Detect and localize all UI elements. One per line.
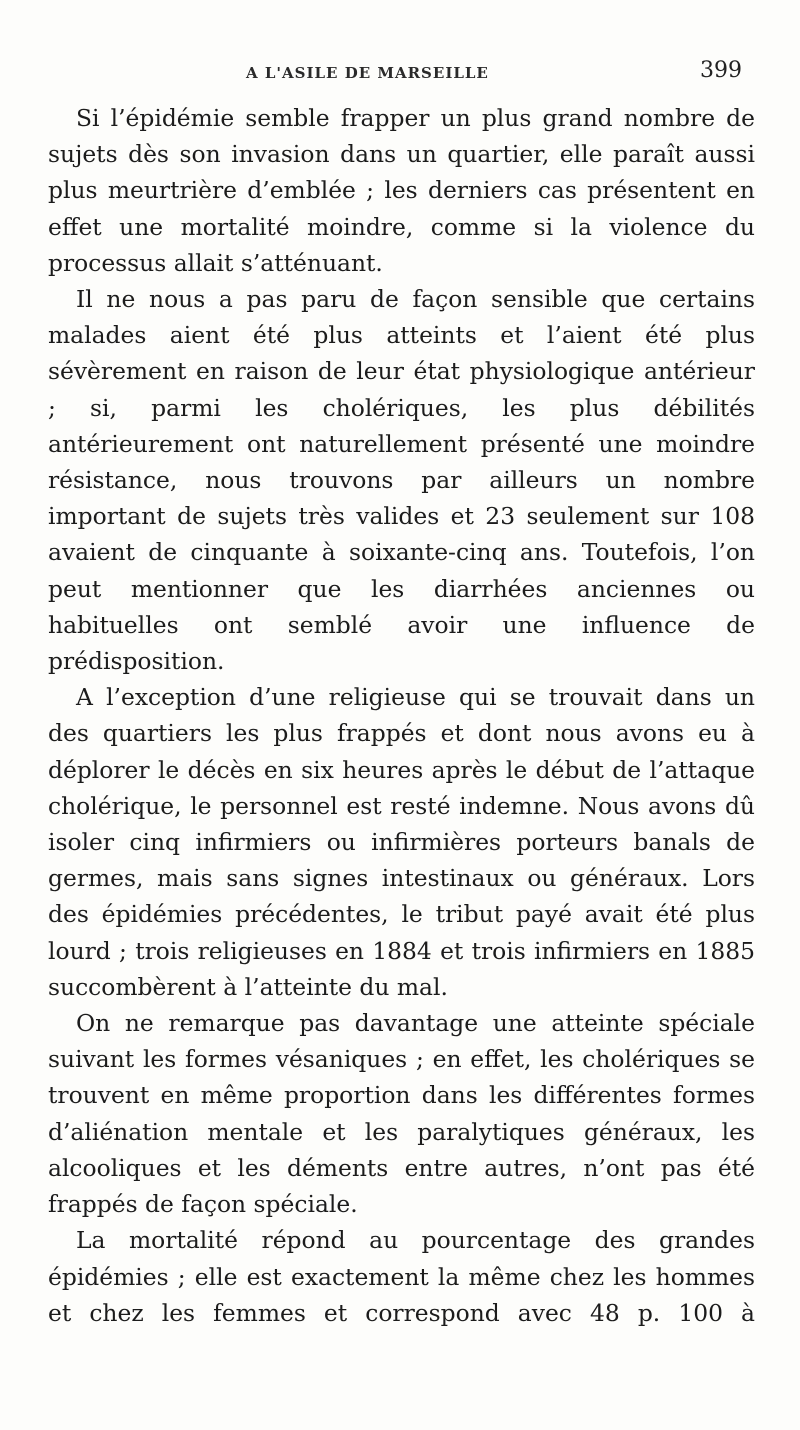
running-title: A L'ASILE DE MARSEILLE xyxy=(246,64,489,82)
paragraph-staff-exception: A l’exception d’une religieuse qui se trouvait dans un des quartiers les plus frappés et dont nous avons eu à déplorer le décès en six heures après le début de l’attaque cholérique, le personnel est resté indemne. Nous avons dû isoler cinq infirmiers ou infirmières porteurs banals de germes, mais sans signes intestinaux ou généraux. Lors des épidémies précédentes, le tribut payé avait été plus lourd ; trois religieuses en 1884 et trois infirmiers en 1885 succombèrent à l’atteinte du mal. xyxy=(48,683,755,1001)
paragraph-mental-forms: On ne remarque pas davantage une atteinte spéciale suivant les formes vésaniques ; en effet, les cholériques se trouvent en même proportion dans les différentes formes d’aliénation mentale et les paralytiques généraux, les alcooliques et les déments entre autres, n’ont pas été frappés de façon spéciale. xyxy=(48,1009,755,1219)
page-number: 399 xyxy=(700,58,742,83)
body-text xyxy=(48,100,755,1331)
paragraph-physiological-state: Il ne nous a pas paru de façon sensible que certains malades aient été plus atteints et l’aient été plus sévèrement en raison de leur état physiologique antérieur ; si, parmi les cholériques, les plus débilités antérieurement ont naturellement présenté une moindre résistance, nous trouvons par ailleurs un nombre important de sujets très valides et 23 seulement sur 108 avaient de cinquante à soixante-cinq ans. Toutefois, l’on peut mentionner que les diarrhées anciennes ou habituelles ont semblé avoir une influence de prédisposition. xyxy=(48,285,755,676)
running-head xyxy=(0,56,800,96)
paragraph-epidemic-invasion: Si l’épidémie semble frapper un plus grand nombre de sujets dès son invasion dans un quartier, elle paraît aussi plus meurtrière d’emblée ; les derniers cas présentent en effet une mortalité moindre, comme si la violence du processus allait s’atténuant. xyxy=(48,104,755,277)
paragraph-mortality: La mortalité répond au pourcentage des grandes épidémies ; elle est exactement la même chez les hommes et chez les femmes et correspond avec 48 p. 100 à xyxy=(48,1226,755,1327)
